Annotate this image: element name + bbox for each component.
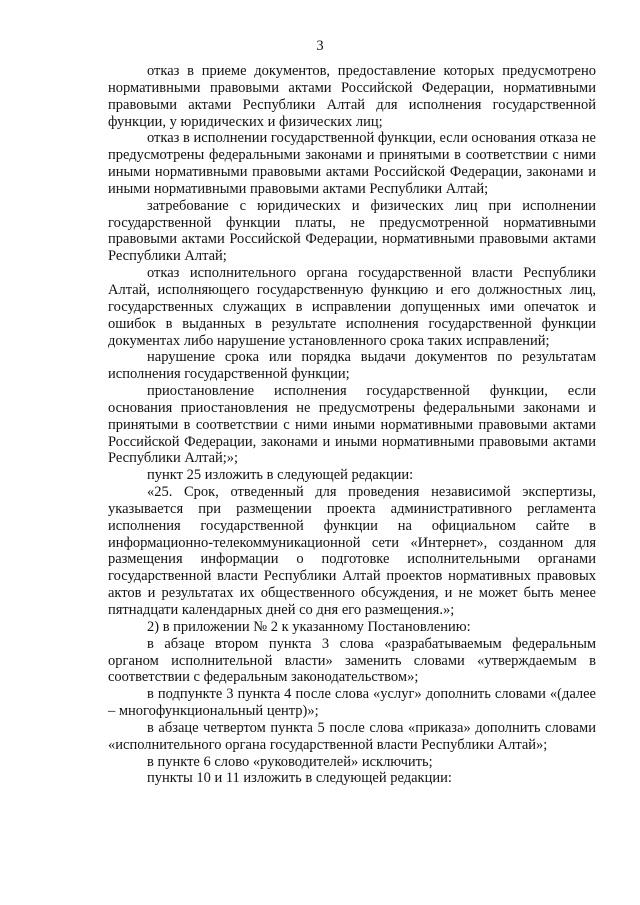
paragraph-item-5-change: в абзаце четвертом пункта 5 после слова «приказа» дополнить словами «исполнительного органа государственной власти Республики Алтай»; — [108, 719, 596, 753]
paragraph-appendix-2: 2) в приложении № 2 к указанному Постановлению: — [147, 618, 471, 635]
paragraph-violation-deadline: нарушение срока или порядка выдачи документов по результатам исполнения государственной функции; — [108, 349, 596, 383]
paragraph-item-25-intro: пункт 25 изложить в следующей редакции: — [147, 467, 414, 484]
paragraph-item-25-text: «25. Срок, отведенный для проведения независимой экспертизы, указывается при размещении проекта административного регламента исполнения государственной функции на официальном сайте в информационно-телекоммуникационной сети «Интернет», созданном для размещения информации о подготовке исполнительными органами государственной власти Республики Алтай проектов нормативных правовых актов и результатах их общественного обсуждения, и не может быть менее пятнадцати календарных дней со дня его размещения.»; — [108, 484, 596, 618]
paragraph-items-10-11-intro: пункты 10 и 11 изложить в следующей редакции: — [147, 770, 452, 787]
paragraph-item-3-change: в абзаце втором пункта 3 слова «разрабатываемым федеральным органом исполнительной власти» заменить словами «утверждаемым в соответствии с федеральным законодательством»; — [108, 635, 596, 686]
paragraph-refusal-documents: отказ в приеме документов, предоставление которых предусмотрено нормативными правовыми актами Российской Федерации, нормативными правовыми актами Республики Алтай для исполнения государственной функции, у юридических и физических лиц; — [108, 63, 596, 130]
paragraph-suspension: приостановление исполнения государственной функции, если основания приостановления не предусмотрены федеральными законами и принятыми в соответствии с ними иными нормативными правовыми актами Российской Федерации, законами и иными нормативными правовыми актами Республики Алтай;»; — [108, 383, 596, 467]
document-body — [108, 63, 596, 787]
page-number: 3 — [316, 38, 324, 54]
paragraph-refusal-execution: отказ в исполнении государственной функции, если основания отказа не предусмотрены федеральными законами и принятыми в соответствии с ними иными нормативными правовыми актами Российской Федерации, законами и иными нормативными правовыми актами Республики Алтай; — [108, 130, 596, 197]
paragraph-item-4-change: в подпункте 3 пункта 4 после слова «услуг» дополнить словами «(далее – многофункциональный центр)»; — [108, 686, 596, 720]
paragraph-demand-payment: затребование с юридических и физических лиц при исполнении государственной функции платы, не предусмотренной нормативными правовыми актами Российской Федерации, нормативными правовыми актами Республики Алтай; — [108, 197, 596, 265]
paragraph-refusal-corrections: отказ исполнительного органа государственной власти Республики Алтай, исполняющего государственную функцию и его должностных лиц, государственных служащих в исправлении допущенных ими опечаток и ошибок в выданных в результате исполнения государственной функции документах либо нарушение установленного срока таких исправлений; — [108, 265, 596, 349]
paragraph-item-6-change: в пункте 6 слово «руководителей» исключить; — [147, 753, 433, 770]
